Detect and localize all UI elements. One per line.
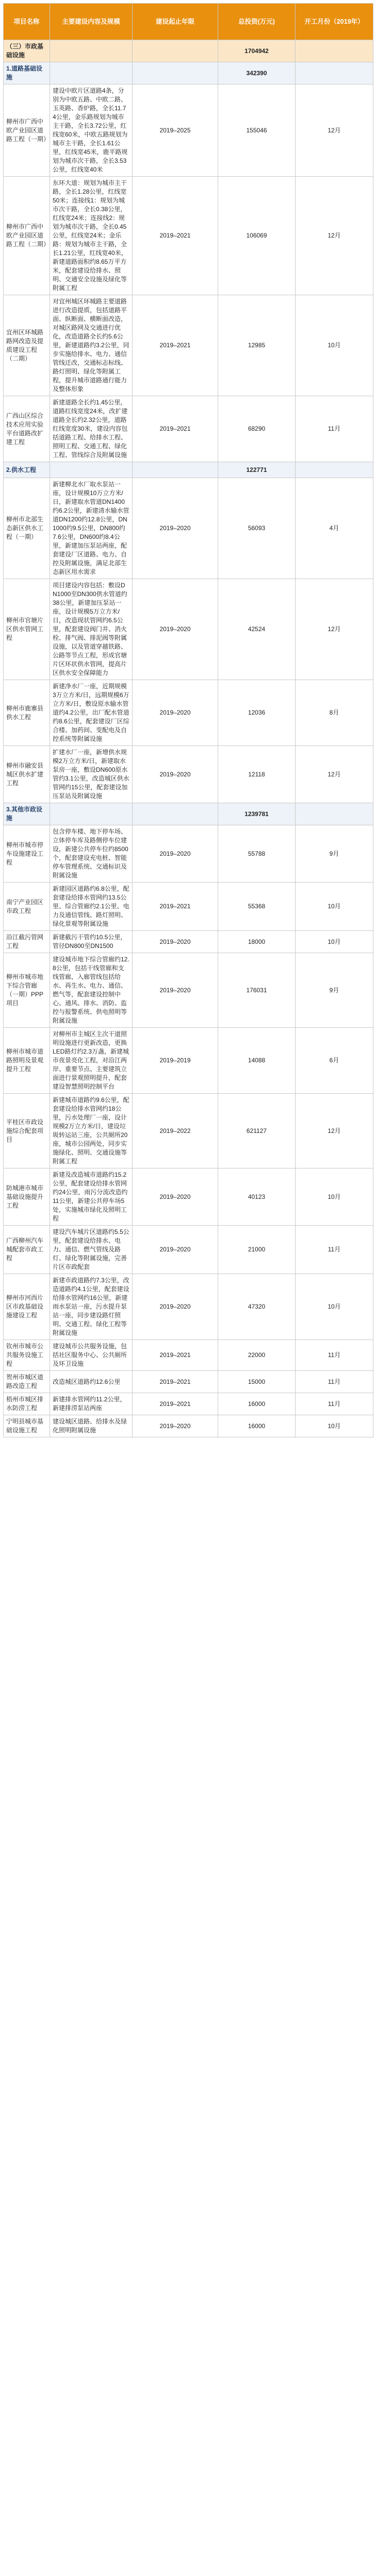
project-name: 广西山区综合技术应用实验平台道路改扩建工程	[4, 396, 50, 462]
total-label: （三）市政基础设施	[4, 40, 50, 62]
section-label: 1.道路基础设施	[4, 62, 50, 84]
table-body	[4, 40, 373, 1437]
section-month-cell	[296, 462, 373, 478]
project-investment: 621127	[218, 1094, 296, 1168]
section-label: 2.供水工程	[4, 462, 50, 478]
project-investment: 15000	[218, 1371, 296, 1393]
table-header-row	[4, 4, 373, 40]
section-value: 1239781	[218, 803, 296, 825]
section-row	[4, 462, 373, 478]
project-investment: 40123	[218, 1168, 296, 1226]
project-name: 防城港市城市基础设施提升工程	[4, 1168, 50, 1226]
section-content-cell	[50, 803, 133, 825]
section-value: 122771	[218, 462, 296, 478]
project-start-month: 11月	[296, 1371, 373, 1393]
section-period-cell	[133, 62, 218, 84]
project-name: 宜州区环城路路网改造及提质建设工程（二期）	[4, 295, 50, 396]
table-row	[4, 177, 373, 295]
project-name: 柳州市广西中欧产业园区道路工程（一期）	[4, 84, 50, 177]
project-content: 新建园区道路约6.8公里，配套建设给排水管网约13.5公里、综合管廊约2.1公里、电力及通信管线、路灯照明、绿化景观等附属设施	[50, 883, 133, 931]
section-month-cell	[296, 803, 373, 825]
project-content: 新建及改造城市道路约15.2公里，配套建设给排水管网约24公里，雨污分流改造约11公里，新建公共停车场5处，实施城市绿化及照明工程	[50, 1168, 133, 1226]
project-period: 2019–2020	[133, 680, 218, 746]
project-content: 项目建设内容包括：敷设DN1000至DN300供水管道约38公里，新建加压泵站一座，设计规模5万立方米/日，改造现状管网约6.5公里，配套建设阀门井、消火栓、排气阀、排泥阀等附属设施，以及管道穿越铁路、公路等节点工程，形成官塘片区环状供水管网，提高片区供水安全保障能力	[50, 579, 133, 680]
table-row	[4, 680, 373, 746]
section-label: 3.其他市政设施	[4, 803, 50, 825]
table-row	[4, 1393, 373, 1415]
project-start-month: 10月	[296, 883, 373, 931]
project-investment: 16000	[218, 1393, 296, 1415]
table-row	[4, 825, 373, 883]
project-start-month: 8月	[296, 680, 373, 746]
project-investment: 55368	[218, 883, 296, 931]
project-start-month: 12月	[296, 1094, 373, 1168]
project-period: 2019–2020	[133, 1226, 218, 1274]
project-content: 新建道路全长约1.45公里，道路红线宽度24米，改扩建道路全长约2.32公里，道路红线宽度30米，建设内容包括道路工程、给排水工程、照明工程、交通工程、绿化工程、管线综合及附属设施	[50, 396, 133, 462]
investment-table	[3, 3, 373, 1437]
project-start-month: 12月	[296, 746, 373, 803]
header-period: 建设起止年限	[133, 4, 218, 40]
table-row	[4, 1340, 373, 1371]
total-row	[4, 40, 373, 62]
project-period: 2019–2021	[133, 1393, 218, 1415]
project-investment: 12985	[218, 295, 296, 396]
project-name: 南宁产业园区市政工程	[4, 883, 50, 931]
project-content: 新建排水管网约11.2公里，新建排涝泵站两座	[50, 1393, 133, 1415]
project-start-month: 6月	[296, 1028, 373, 1094]
project-start-month: 11月	[296, 1393, 373, 1415]
project-content: 建设中欧片区道路4条，分别为中欧五路、中欧二路、玉英路、香炉路，全长11.74公里，金乐路规划为城市主干路，全长3.72公里，红线宽60米，中欧五路规划为城市主干路，全长1.61公里，红线宽45米，鹿平路规划为城市次干路，全长3.53公里，红线宽40米	[50, 84, 133, 177]
project-name: 柳州市城市道路照明及景观提升工程	[4, 1028, 50, 1094]
project-period: 2019–2020	[133, 1274, 218, 1340]
project-name: 贺州市城区道路改造工程	[4, 1371, 50, 1393]
project-start-month: 12月	[296, 177, 373, 295]
table-row	[4, 579, 373, 680]
project-content: 对宜州城区环城路主要道路进行改造提质，包括道路平面、纵断面、横断面改造，对城区路网及交通进行优化，改造道路全长约5.6公里，新建道路约3.2公里，同步实施给排水、电力、通信管线迁改，交通标志标线、路灯照明、绿化等附属工程，提升城市道路通行能力及整体形象	[50, 295, 133, 396]
header-content: 主要建设内容及规模	[50, 4, 133, 40]
header-month: 开工月份（2019年）	[296, 4, 373, 40]
table-row	[4, 84, 373, 177]
section-period-cell	[133, 462, 218, 478]
project-investment: 176031	[218, 953, 296, 1028]
table-row	[4, 478, 373, 579]
project-content: 改造城区道路约12.6公里	[50, 1371, 133, 1393]
project-investment: 12118	[218, 746, 296, 803]
project-period: 2019–2021	[133, 1371, 218, 1393]
project-content: 对柳州市主城区主次干道照明设施进行更新改造，更换LED路灯约2.3万盏，新建城市夜景亮化工程，对沿江两岸、重要节点、主要建筑立面进行景观照明提升，配套建设智慧照明控制平台	[50, 1028, 133, 1094]
project-period: 2019–2020	[133, 931, 218, 953]
section-row	[4, 62, 373, 84]
project-start-month: 10月	[296, 1168, 373, 1226]
project-content: 新建柳北水厂取水泵站一座，设计规模10万立方米/日，新建取水管道DN1400约6.2公里，新建清水输水管道DN1200约12.8公里，DN1000约9.5公里，DN800约7.6公里，DN600约8.4公里，新建加压泵站两座，配套建设厂区道路、电力、自控及附属设施，满足北部生态新区用水需求	[50, 478, 133, 579]
project-start-month: 10月	[296, 931, 373, 953]
project-period: 2019–2019	[133, 1028, 218, 1094]
project-name: 钦州市城市公共服务设施工程	[4, 1340, 50, 1371]
project-start-month: 10月	[296, 1274, 373, 1340]
total-value: 1704942	[218, 40, 296, 62]
project-content: 新建净水厂一座，近期规模3万立方米/日，远期规模6万立方米/日，敷设原水输水管道约4.2公里，出厂配水管道约8.6公里，配套建设厂区综合楼、加药间、变配电及自控系统等附属设施	[50, 680, 133, 746]
section-row	[4, 803, 373, 825]
project-period: 2019–2020	[133, 953, 218, 1028]
project-content: 新建城市道路约9.6公里，配套建设给排水管网约18公里，污水处理厂一座，设计规模2万立方米/日，建设垃圾转运站三座，公共厕所20座，城市公园两处，同步实施绿化、照明、交通设施等附属工程	[50, 1094, 133, 1168]
project-start-month: 11月	[296, 396, 373, 462]
project-name: 柳州市鹿寨县供水工程	[4, 680, 50, 746]
project-investment: 42524	[218, 579, 296, 680]
header-name: 项目名称	[4, 4, 50, 40]
project-content: 新建市政道路约7.3公里，改造道路约4.1公里，配套建设给排水管网约16公里，新建雨水泵站一座，污水提升泵站一座，同步建设路灯照明、交通工程、绿化工程等附属设施	[50, 1274, 133, 1340]
project-period: 2019–2020	[133, 825, 218, 883]
project-period: 2019–2020	[133, 1415, 218, 1437]
table-row	[4, 1274, 373, 1340]
table-row	[4, 953, 373, 1028]
project-investment: 22000	[218, 1340, 296, 1371]
project-period: 2019–2020	[133, 579, 218, 680]
project-start-month: 9月	[296, 825, 373, 883]
project-investment: 12036	[218, 680, 296, 746]
project-investment: 18000	[218, 931, 296, 953]
total-period-cell	[133, 40, 218, 62]
project-investment: 47320	[218, 1274, 296, 1340]
project-investment: 155046	[218, 84, 296, 177]
section-content-cell	[50, 62, 133, 84]
project-period: 2019–2021	[133, 177, 218, 295]
table-row	[4, 931, 373, 953]
project-start-month: 12月	[296, 579, 373, 680]
project-content: 建设城区道路、给排水及绿化照明附属设施	[50, 1415, 133, 1437]
project-start-month: 10月	[296, 1415, 373, 1437]
project-period: 2019–2020	[133, 478, 218, 579]
project-name: 柳州市城市停车设施建设工程	[4, 825, 50, 883]
project-name: 柳州市北部生态新区供水工程（一期）	[4, 478, 50, 579]
header-investment: 总投资(万元)	[218, 4, 296, 40]
project-name: 宁明县城市基础设施工程	[4, 1415, 50, 1437]
section-content-cell	[50, 462, 133, 478]
project-period: 2019–2021	[133, 883, 218, 931]
project-name: 柳州市官塘片区供水管网工程	[4, 579, 50, 680]
project-name: 平桂区市政设施综合配套项目	[4, 1094, 50, 1168]
project-content: 建设城市公共服务设施，包括社区服务中心、公共厕所及环卫设施	[50, 1340, 133, 1371]
project-period: 2019–2021	[133, 295, 218, 396]
project-start-month: 4月	[296, 478, 373, 579]
project-investment: 106069	[218, 177, 296, 295]
section-value: 342390	[218, 62, 296, 84]
project-name: 梧州市城区排水防涝工程	[4, 1393, 50, 1415]
project-period: 2019–2022	[133, 1094, 218, 1168]
project-name: 广西柳州汽车城配套市政工程	[4, 1226, 50, 1274]
project-investment: 56093	[218, 478, 296, 579]
project-content: 包含停车楼、地下停车场、立体停车库及路侧停车位建设，新建公共停车位约8500个，配套建设充电桩、智能停车管理系统、交通标识及附属设施	[50, 825, 133, 883]
project-start-month: 9月	[296, 953, 373, 1028]
table-row	[4, 295, 373, 396]
project-start-month: 11月	[296, 1226, 373, 1274]
project-start-month: 12月	[296, 84, 373, 177]
project-content: 建设汽车城片区道路约5.5公里，配套建设给排水、电力、通信、燃气管线及路灯、绿化等附属设施，完善片区市政配套	[50, 1226, 133, 1274]
table-row	[4, 1226, 373, 1274]
total-content-cell	[50, 40, 133, 62]
table-row	[4, 1028, 373, 1094]
project-period: 2019–2021	[133, 1340, 218, 1371]
project-content: 扩建水厂一座，新增供水规模2万立方米/日，新建取水泵房一座，敷设DN600原水管约3.1公里，改造城区供水管网约15公里，配套建设加压泵站及附属设施	[50, 746, 133, 803]
project-period: 2019–2020	[133, 1168, 218, 1226]
table-row	[4, 746, 373, 803]
table-row	[4, 1371, 373, 1393]
project-period: 2019–2025	[133, 84, 218, 177]
project-investment: 68290	[218, 396, 296, 462]
project-name: 沿江截污管网工程	[4, 931, 50, 953]
project-start-month: 10月	[296, 295, 373, 396]
project-investment: 14088	[218, 1028, 296, 1094]
table-row	[4, 1168, 373, 1226]
table-row	[4, 883, 373, 931]
table-row	[4, 1094, 373, 1168]
project-name: 柳州市广西中欧产业园区道路工程（二期）	[4, 177, 50, 295]
project-content: 建设城市地下综合管廊约12.8公里，包括干线管廊和支线管廊，入廊管线包括给水、再生水、电力、通信、燃气等，配套建设控制中心、通风、排水、消防、监控与报警系统、供电照明等附属设施	[50, 953, 133, 1028]
project-period: 2019–2021	[133, 396, 218, 462]
project-name: 柳州市城市地下综合管廊（一期）PPP项目	[4, 953, 50, 1028]
project-investment: 55788	[218, 825, 296, 883]
project-name: 柳州市河西片区市政基础设施建设工程	[4, 1274, 50, 1340]
project-investment: 16000	[218, 1415, 296, 1437]
project-investment: 21000	[218, 1226, 296, 1274]
project-period: 2019–2020	[133, 746, 218, 803]
project-name: 柳州市融安县城区供水扩建工程	[4, 746, 50, 803]
section-month-cell	[296, 62, 373, 84]
table-row	[4, 396, 373, 462]
project-start-month: 11月	[296, 1340, 373, 1371]
table-row	[4, 1415, 373, 1437]
section-period-cell	[133, 803, 218, 825]
total-month-cell	[296, 40, 373, 62]
project-content: 东环大道：规划为城市主干路，全长1.28公里，红线宽50米；连接线1：规划为城市次干路，全长0.38公里，红线宽24米；连接线2：规划为城市次干路，全长0.45公里，红线宽24米；金乐路：规划为城市主干路，全长1.21公里，红线宽40米，新建道路面积约8.65万平方米，配套建设给排水、照明、交通安全设施及绿化等附属工程	[50, 177, 133, 295]
project-content: 新建截污干管约10.5公里，管径DN800至DN1500	[50, 931, 133, 953]
